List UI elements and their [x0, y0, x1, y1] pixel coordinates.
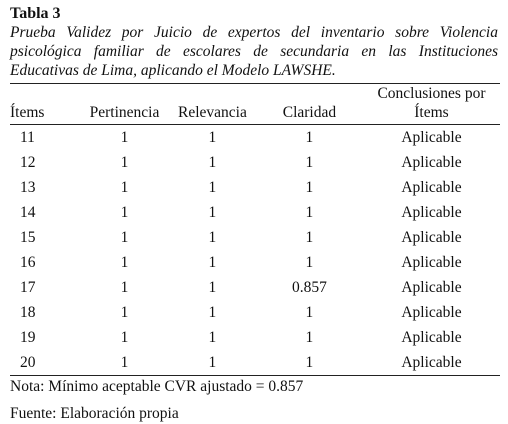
cell-pertinencia: 1	[120, 303, 129, 321]
table-row	[10, 250, 500, 275]
cell-conclusion: Aplicable	[401, 303, 462, 321]
document	[10, 4, 498, 423]
cell-claridad: 1	[305, 328, 314, 346]
header-conclusiones: Conclusiones por Ítems	[377, 85, 486, 121]
cell-conclusion: Aplicable	[401, 253, 462, 271]
cell-conclusion: Aplicable	[401, 353, 462, 371]
table-row	[10, 225, 500, 250]
table-note: Nota: Mínimo aceptable CVR ajustado = 0.857	[10, 378, 304, 395]
cell-relevancia: 1	[208, 278, 217, 296]
cell-claridad: 1	[305, 153, 314, 171]
table-row	[10, 325, 500, 350]
cell-relevancia: 1	[208, 303, 217, 321]
cell-relevancia: 1	[208, 203, 217, 221]
cell-conclusion: Aplicable	[401, 328, 462, 346]
table-row	[10, 200, 500, 225]
cell-conclusion: Aplicable	[401, 228, 462, 246]
cell-relevancia: 1	[208, 228, 217, 246]
cell-item: 18	[20, 303, 36, 321]
cell-pertinencia: 1	[120, 228, 129, 246]
table-row	[10, 150, 500, 175]
cell-pertinencia: 1	[120, 153, 129, 171]
cell-claridad: 1	[305, 203, 314, 221]
table-row	[10, 175, 500, 200]
table-body	[10, 125, 500, 376]
table-source: Fuente: Elaboración propia	[10, 405, 179, 422]
header-items: Ítems	[10, 104, 45, 121]
cell-claridad: 1	[305, 228, 314, 246]
cell-item: 13	[20, 178, 36, 196]
table-header-row	[10, 84, 500, 125]
table-row	[10, 350, 500, 376]
cell-conclusion: Aplicable	[401, 128, 462, 146]
header-pertinencia: Pertinencia	[89, 104, 160, 121]
cell-claridad: 1	[305, 353, 314, 371]
table-row	[10, 275, 500, 300]
header-relevancia: Relevancia	[178, 104, 247, 121]
cell-conclusion: Aplicable	[401, 278, 462, 296]
cell-pertinencia: 1	[120, 278, 129, 296]
cell-pertinencia: 1	[120, 178, 129, 196]
cell-claridad: 1	[305, 178, 314, 196]
table-row	[10, 125, 500, 151]
cell-relevancia: 1	[208, 328, 217, 346]
cell-claridad: 1	[305, 303, 314, 321]
cell-item: 16	[20, 253, 36, 271]
cell-conclusion: Aplicable	[401, 203, 462, 221]
cell-item: 15	[20, 228, 36, 246]
cell-relevancia: 1	[208, 178, 217, 196]
table-label: Tabla 3	[10, 5, 61, 22]
cell-pertinencia: 1	[120, 353, 129, 371]
cell-conclusion: Aplicable	[401, 178, 462, 196]
cell-relevancia: 1	[208, 253, 217, 271]
cell-item: 14	[20, 203, 36, 221]
cell-item: 12	[20, 153, 36, 171]
cell-conclusion: Aplicable	[401, 153, 462, 171]
cell-item: 17	[20, 278, 36, 296]
cell-pertinencia: 1	[120, 203, 129, 221]
cell-pertinencia: 1	[120, 253, 129, 271]
cell-relevancia: 1	[208, 153, 217, 171]
cell-relevancia: 1	[208, 128, 217, 146]
cell-claridad: 0.857	[291, 278, 327, 296]
cell-item: 19	[20, 328, 36, 346]
cell-item: 20	[20, 353, 36, 371]
cell-claridad: 1	[305, 253, 314, 271]
cell-pertinencia: 1	[120, 328, 129, 346]
cell-pertinencia: 1	[120, 128, 129, 146]
cell-relevancia: 1	[208, 353, 217, 371]
table-row	[10, 300, 500, 325]
cell-item: 11	[20, 128, 35, 146]
cell-claridad: 1	[305, 128, 314, 146]
table-caption: Prueba Validez por Juicio de expertos del inventario sobre Violencia psicológica familiar de escolares de secundaria en las Instituciones Educativas de Lima, aplicando el Modelo LAWSHE.	[10, 24, 498, 79]
header-claridad: Claridad	[282, 104, 337, 121]
validity-table	[10, 83, 500, 376]
